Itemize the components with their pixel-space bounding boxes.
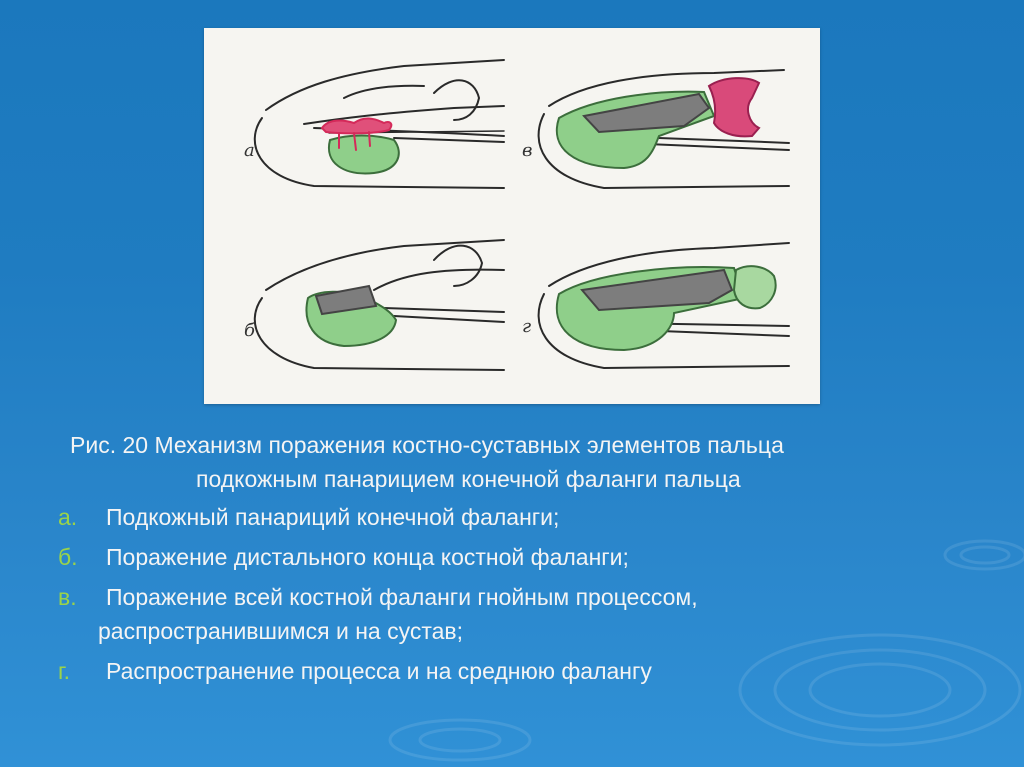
list-item (58, 500, 958, 534)
list-item-text: Распространение процесса и на среднюю фалангу (106, 658, 652, 684)
list-item-text: Поражение всей костной фаланги гнойным процессом, (106, 584, 698, 610)
caption-line-2: подкожным панарицием конечной фаланги пальца (196, 466, 741, 492)
list-item (58, 580, 958, 648)
list-marker: б. (58, 544, 78, 570)
panel-v-joint (709, 78, 759, 136)
caption-line-1: Рис. 20 Механизм поражения костно-суставных элементов пальца (70, 432, 784, 458)
panel-label-v: в (522, 140, 533, 161)
list-item-text-continued: распространившимся и на сустав; (98, 618, 464, 644)
panel-label-b: б (244, 320, 255, 341)
figure-caption (70, 428, 970, 496)
list-marker: в. (58, 584, 77, 610)
list-item (58, 540, 958, 574)
list-item (58, 654, 958, 688)
list-item-text: Подкожный панариций конечной фаланги; (106, 504, 560, 530)
list-marker: а. (58, 504, 78, 530)
panel-label-g: г (522, 316, 532, 337)
panel-g-joint (734, 266, 776, 308)
finger-diagram-figure (204, 28, 820, 404)
list-marker: г. (58, 658, 70, 684)
panel-label-a: а (244, 140, 255, 161)
legend-list (58, 500, 958, 694)
finger-illustration (204, 28, 820, 404)
list-item-text: Поражение дистального конца костной фаланги; (106, 544, 629, 570)
